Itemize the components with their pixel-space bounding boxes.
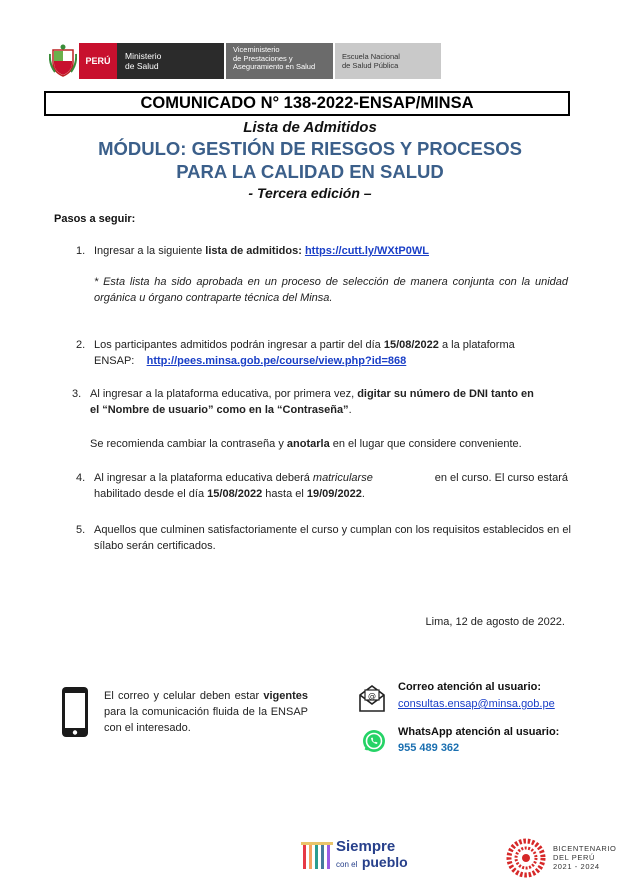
siempre-con-el-pueblo-logo-icon xyxy=(300,840,334,874)
mobile-phone-icon xyxy=(60,686,90,738)
step-number: 4. xyxy=(76,472,86,484)
step-3-recommendation: Se recomienda cambiar la contraseña y anotarla en el lugar que considere conveniente. xyxy=(90,438,522,450)
document-title: COMUNICADO N° 138-2022-ENSAP/MINSA xyxy=(44,91,570,116)
module-title-line2: PARA LA CALIDAD EN SALUD xyxy=(176,161,444,182)
edition-label: - Tercera edición – xyxy=(248,185,372,201)
step-1-note: * Esta lista ha sido aprobada en un proceso de selección de manera conjunta con la unidad orgánica u órgano contraparte técnica del Minsa. xyxy=(94,276,568,304)
ministerio-logo: Ministerio de Salud xyxy=(117,43,224,79)
svg-text:@: @ xyxy=(368,691,376,701)
step-3-text: Al ingresar a la plataforma educativa, por primera vez, digitar su número de DNI tanto en el “Nombre de usuario” como en la “Contraseña”. xyxy=(90,388,534,416)
email-heading: Correo atención al usuario: xyxy=(398,681,542,693)
document-date: Lima, 12 de agosto de 2022. xyxy=(425,616,565,628)
whatsapp-heading: WhatsApp atención al usuario: xyxy=(398,726,560,738)
admitted-list-link[interactable]: https://cutt.ly/WXtP0WL xyxy=(304,245,429,257)
support-email-link[interactable]: consultas.ensap@minsa.gob.pe xyxy=(398,698,555,710)
subtitle: Lista de Admitidos xyxy=(243,119,377,136)
whatsapp-icon xyxy=(362,729,386,753)
step-number: 1. xyxy=(76,245,86,257)
step-2-text: Los participantes admitidos podrán ingresar a partir del día 15/08/2022 a la plataforma ENSAP: http://pees.minsa.gob.pe/course/view.php?id=868 xyxy=(94,339,515,367)
step-4-text: Al ingresar a la plataforma educativa deberá matricularse en el curso. El curso estará habilitado desde el día 15/08/2022 hasta el 19/09/2022. xyxy=(94,472,568,500)
platform-link[interactable]: http://pees.minsa.gob.pe/course/view.php?id=868 xyxy=(146,355,407,367)
coat-of-arms-icon xyxy=(49,44,77,78)
step-number: 3. xyxy=(72,388,82,400)
step-number: 2. xyxy=(76,339,86,351)
email-icon xyxy=(357,683,387,713)
contact-notice: El correo y celular deben estar vigentes para la comunicación fluida de la ENSAP con el interesado. xyxy=(104,690,308,734)
viceministerio-logo: Viceministerio de Prestaciones y Aseguramiento en Salud xyxy=(226,43,333,79)
peru-logo: PERÚ xyxy=(79,43,117,79)
step-1-text: Ingresar a la siguiente lista de admitidos: https://cutt.ly/WXtP0WL xyxy=(94,245,429,257)
module-title-line1: MÓDULO: GESTIÓN DE RIESGOS Y PROCESOS xyxy=(98,138,522,159)
bicentenario-logo-icon xyxy=(506,838,546,878)
siempre-con-el-pueblo-text: Siempre con el pueblo xyxy=(336,838,408,870)
step-number: 5. xyxy=(76,524,86,536)
escuela-logo: Escuela Nacional de Salud Pública xyxy=(335,43,441,79)
step-5-text: Aquellos que culminen satisfactoriamente el curso y cumplan con los requisitos establecidos en el sílabo serán certificados. xyxy=(94,524,571,552)
bicentenario-text: BICENTENARIO DEL PERÚ 2021 - 2024 xyxy=(553,844,617,871)
whatsapp-number: 955 489 362 xyxy=(398,742,460,754)
steps-heading: Pasos a seguir: xyxy=(54,213,136,225)
